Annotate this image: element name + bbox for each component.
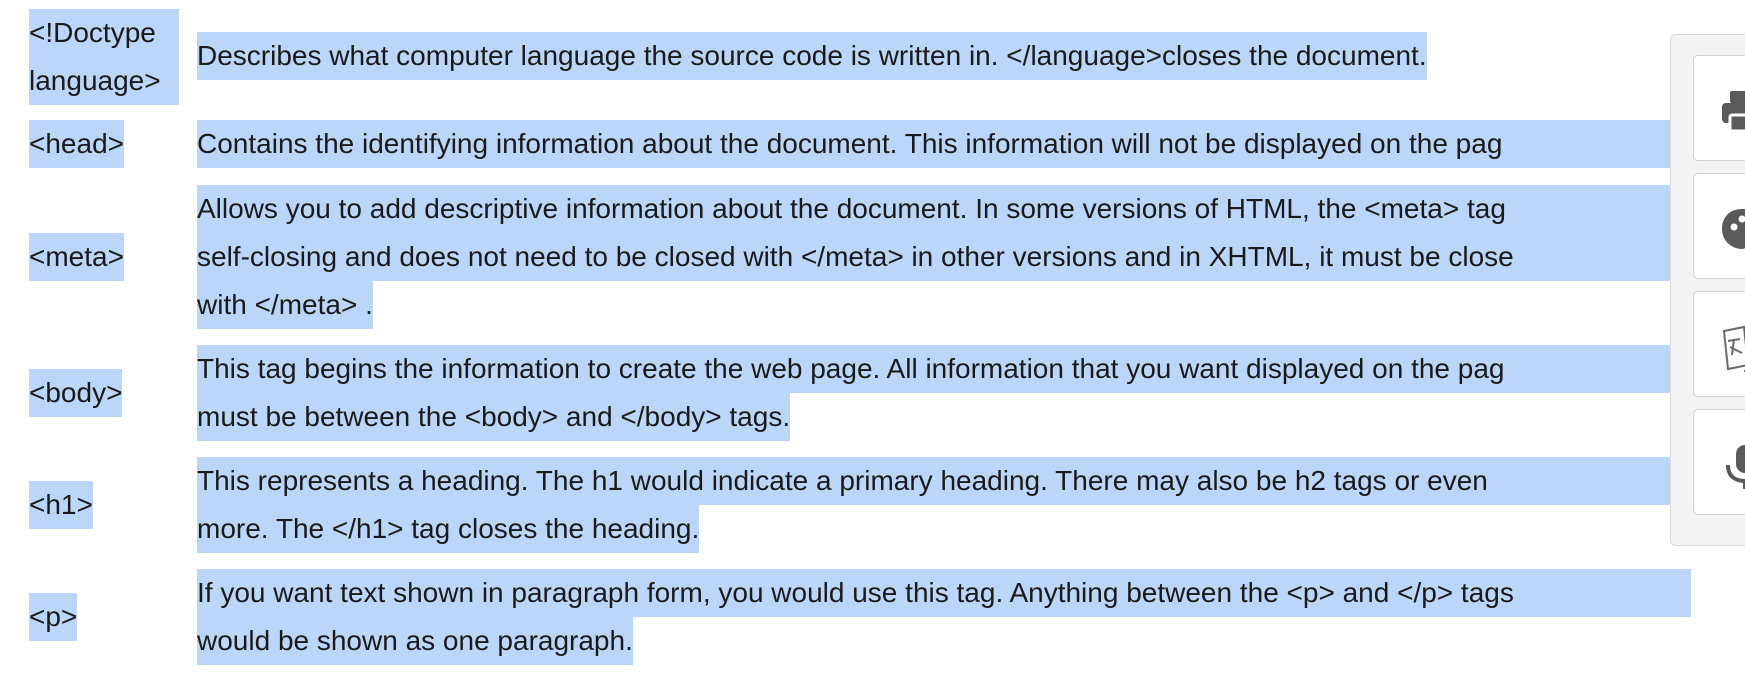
term-cell (29, 481, 93, 529)
description-line: This tag begins the information to create the web page. All information that you want displayed on the pag (197, 345, 1671, 393)
term-line: language> (29, 57, 179, 105)
description-line: Contains the identifying information about the document. This information will not be displayed on the pag (197, 120, 1671, 168)
description-cell (197, 120, 1671, 168)
term-line: <!Doctype (29, 9, 179, 57)
term-cell (29, 120, 124, 168)
description-line: more. The </h1> tag closes the heading. (197, 505, 699, 553)
microphone-icon (1720, 443, 1745, 491)
description-cell (197, 345, 1671, 441)
voice-button[interactable] (1693, 409, 1745, 515)
description-line: This represents a heading. The h1 would indicate a primary heading. There may also be h2 tags or even (197, 457, 1671, 505)
translate-button[interactable] (1693, 291, 1745, 397)
theme-button[interactable] (1693, 173, 1745, 279)
term-line: <meta> (29, 233, 124, 281)
term-cell (29, 369, 122, 417)
term-line: <p> (29, 593, 77, 641)
description-cell (197, 32, 1427, 80)
term-cell (29, 9, 179, 105)
term-cell (29, 593, 77, 641)
description-line: self-closing and does not need to be closed with </meta> in other versions and in XHTML, it must be close (197, 233, 1671, 281)
description-cell (197, 457, 1671, 553)
description-cell (197, 569, 1691, 665)
description-line: with </meta> . (197, 281, 373, 329)
description-line: Describes what computer language the source code is written in. </language>closes the document. (197, 32, 1427, 80)
print-button[interactable] (1693, 55, 1745, 161)
description-line: would be shown as one paragraph. (197, 617, 633, 665)
floating-toolbar (1670, 34, 1745, 546)
translate-icon (1720, 325, 1745, 373)
term-line: <body> (29, 369, 122, 417)
term-line: <head> (29, 120, 124, 168)
print-icon (1720, 89, 1745, 133)
term-cell (29, 233, 124, 281)
description-line: must be between the <body> and </body> tags. (197, 393, 790, 441)
description-line: Allows you to add descriptive information about the document. In some versions of HTML, the <meta> tag (197, 185, 1671, 233)
description-line: If you want text shown in paragraph form, you would use this tag. Anything between the <p> and </p> tags (197, 569, 1691, 617)
description-cell (197, 185, 1671, 329)
term-line: <h1> (29, 481, 93, 529)
palette-icon (1720, 207, 1745, 251)
